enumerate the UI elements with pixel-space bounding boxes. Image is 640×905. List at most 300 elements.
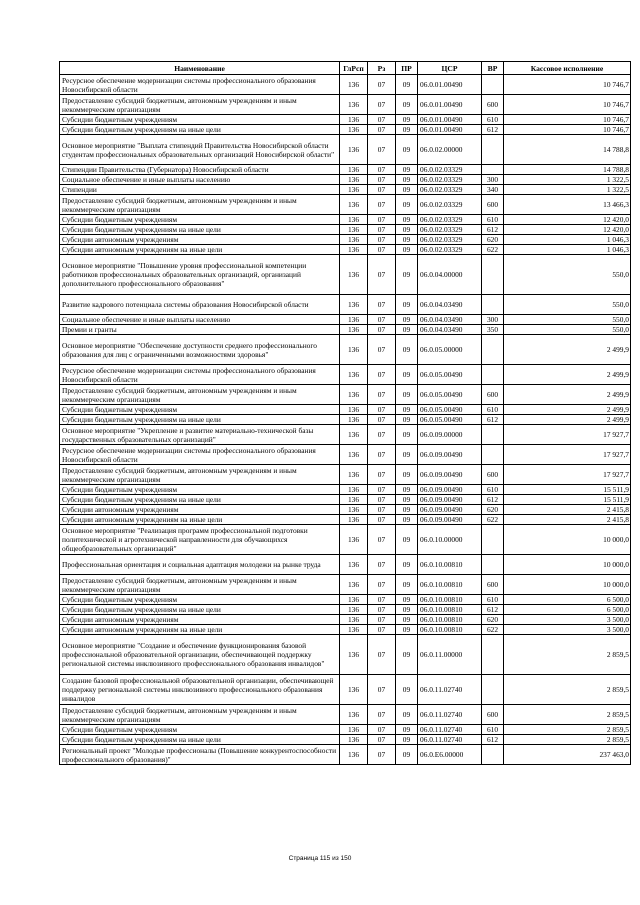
cell-pr: 09 (396, 185, 418, 195)
cell-pr: 09 (396, 575, 418, 595)
cell-rz: 07 (368, 95, 396, 115)
cell-amount: 17 927,7 (504, 445, 631, 465)
cell-grs: 136 (340, 605, 368, 615)
cell-amount: 3 500,0 (504, 615, 631, 625)
cell-name: Основное мероприятие "Обеспечение доступности среднего профессионального образования для лиц с ограниченными возможностями здоровья" (60, 335, 340, 365)
cell-name: Субсидии бюджетным учреждениям на иные цели (60, 415, 340, 425)
cell-pr: 09 (396, 315, 418, 325)
cell-name: Субсидии автономным учреждениям на иные цели (60, 515, 340, 525)
cell-amount: 14 788,8 (504, 165, 631, 175)
cell-pr: 09 (396, 485, 418, 495)
cell-pr: 09 (396, 325, 418, 335)
table-row (60, 415, 631, 425)
cell-csr: 06.0.10.00810 (418, 625, 482, 635)
cell-rz: 07 (368, 335, 396, 365)
table-row (60, 315, 631, 325)
cell-grs: 136 (340, 595, 368, 605)
cell-vr: 612 (482, 125, 504, 135)
cell-grs: 136 (340, 255, 368, 295)
table-row (60, 325, 631, 335)
cell-pr: 09 (396, 555, 418, 575)
cell-csr: 06.0.11.02740 (418, 735, 482, 745)
cell-amount: 2 499,9 (504, 365, 631, 385)
cell-pr: 09 (396, 255, 418, 295)
cell-grs: 136 (340, 95, 368, 115)
cell-rz: 07 (368, 505, 396, 515)
cell-csr: 06.0.01.00490 (418, 75, 482, 95)
header-name: Наименование (60, 62, 340, 75)
cell-grs: 136 (340, 485, 368, 495)
cell-rz: 07 (368, 415, 396, 425)
cell-vr: 612 (482, 495, 504, 505)
cell-vr (482, 675, 504, 705)
cell-vr (482, 425, 504, 445)
cell-pr: 09 (396, 245, 418, 255)
cell-rz: 07 (368, 485, 396, 495)
cell-grs: 136 (340, 335, 368, 365)
cell-rz: 07 (368, 465, 396, 485)
cell-rz: 07 (368, 165, 396, 175)
cell-name: Предоставление субсидий бюджетным, автономным учреждениям и иным некоммерческим организациям (60, 95, 340, 115)
cell-csr: 06.0.05.00000 (418, 335, 482, 365)
cell-vr: 612 (482, 225, 504, 235)
cell-grs: 136 (340, 215, 368, 225)
header-rz: Рз (368, 62, 396, 75)
cell-csr: 06.0.04.03490 (418, 325, 482, 335)
cell-amount: 550,0 (504, 295, 631, 315)
cell-amount: 17 927,7 (504, 425, 631, 445)
table-row (60, 95, 631, 115)
cell-rz: 07 (368, 575, 396, 595)
cell-rz: 07 (368, 745, 396, 765)
cell-name: Социальное обеспечение и иные выплаты населению (60, 175, 340, 185)
cell-csr: 06.0.02.00000 (418, 135, 482, 165)
cell-vr (482, 135, 504, 165)
cell-pr: 09 (396, 225, 418, 235)
table-row (60, 635, 631, 675)
cell-rz: 07 (368, 175, 396, 185)
table-row (60, 125, 631, 135)
cell-pr: 09 (396, 465, 418, 485)
cell-csr: 06.0.04.03490 (418, 315, 482, 325)
cell-name: Премии и гранты (60, 325, 340, 335)
cell-amount: 10 746,7 (504, 95, 631, 115)
cell-amount: 14 788,8 (504, 135, 631, 165)
cell-pr: 09 (396, 165, 418, 175)
cell-rz: 07 (368, 255, 396, 295)
cell-amount: 12 420,0 (504, 225, 631, 235)
cell-vr (482, 445, 504, 465)
table-row (60, 175, 631, 185)
table-body (60, 75, 631, 765)
cell-grs: 136 (340, 505, 368, 515)
cell-grs: 136 (340, 425, 368, 445)
cell-rz: 07 (368, 515, 396, 525)
cell-pr: 09 (396, 525, 418, 555)
cell-amount: 1 322,5 (504, 185, 631, 195)
cell-grs: 136 (340, 635, 368, 675)
cell-pr: 09 (396, 235, 418, 245)
cell-pr: 09 (396, 175, 418, 185)
cell-name: Субсидии бюджетным учреждениям (60, 485, 340, 495)
cell-amount: 2 859,5 (504, 675, 631, 705)
cell-amount: 2 859,5 (504, 635, 631, 675)
cell-amount: 2 859,5 (504, 725, 631, 735)
table-row (60, 235, 631, 245)
cell-csr: 06.0.02.03329 (418, 165, 482, 175)
table-row (60, 185, 631, 195)
cell-name: Региональный проект "Молодые профессионалы (Повышение конкурентоспособности профессионального образования)" (60, 745, 340, 765)
cell-amount: 10 746,7 (504, 125, 631, 135)
table-row (60, 425, 631, 445)
table-row (60, 195, 631, 215)
cell-amount: 6 500,0 (504, 595, 631, 605)
cell-csr: 06.0.04.03490 (418, 295, 482, 315)
cell-grs: 136 (340, 225, 368, 235)
cell-vr: 340 (482, 185, 504, 195)
cell-grs: 136 (340, 525, 368, 555)
cell-vr: 612 (482, 735, 504, 745)
cell-vr: 612 (482, 415, 504, 425)
cell-name: Субсидии автономным учреждениям (60, 615, 340, 625)
cell-name: Предоставление субсидий бюджетным, автономным учреждениям и иным некоммерческим организациям (60, 195, 340, 215)
cell-pr: 09 (396, 385, 418, 405)
cell-name: Стипендии Правительства (Губернатора) Новосибирской области (60, 165, 340, 175)
header-grs: ГлРсп (340, 62, 368, 75)
cell-pr: 09 (396, 75, 418, 95)
cell-name: Субсидии бюджетным учреждениям (60, 725, 340, 735)
table-header-row (60, 62, 631, 75)
cell-amount: 10 000,0 (504, 525, 631, 555)
cell-pr: 09 (396, 415, 418, 425)
cell-rz: 07 (368, 405, 396, 415)
cell-grs: 136 (340, 365, 368, 385)
cell-pr: 09 (396, 135, 418, 165)
cell-rz: 07 (368, 195, 396, 215)
cell-pr: 09 (396, 745, 418, 765)
page-number: Страница 115 из 150 (288, 855, 352, 862)
cell-grs: 136 (340, 135, 368, 165)
cell-amount: 10 746,7 (504, 75, 631, 95)
budget-table (59, 61, 631, 765)
cell-vr: 600 (482, 465, 504, 485)
cell-pr: 09 (396, 365, 418, 385)
cell-name: Субсидии автономным учреждениям на иные цели (60, 625, 340, 635)
cell-vr (482, 635, 504, 675)
cell-grs: 136 (340, 445, 368, 465)
cell-amount: 237 463,0 (504, 745, 631, 765)
cell-csr: 06.0.11.00000 (418, 635, 482, 675)
cell-csr: 06.0.02.03329 (418, 225, 482, 235)
table-row (60, 115, 631, 125)
cell-csr: 06.0.10.00810 (418, 605, 482, 615)
cell-rz: 07 (368, 635, 396, 675)
cell-pr: 09 (396, 505, 418, 515)
cell-csr: 06.0.E6.00000 (418, 745, 482, 765)
cell-grs: 136 (340, 115, 368, 125)
cell-grs: 136 (340, 175, 368, 185)
cell-rz: 07 (368, 125, 396, 135)
cell-csr: 06.0.01.00490 (418, 115, 482, 125)
cell-name: Субсидии бюджетным учреждениям на иные цели (60, 495, 340, 505)
cell-rz: 07 (368, 425, 396, 445)
table-row (60, 245, 631, 255)
cell-grs: 136 (340, 745, 368, 765)
cell-rz: 07 (368, 675, 396, 705)
cell-csr: 06.0.09.00490 (418, 465, 482, 485)
cell-rz: 07 (368, 495, 396, 505)
cell-pr: 09 (396, 445, 418, 465)
cell-amount: 2 415,8 (504, 505, 631, 515)
budget-table-container (59, 61, 630, 765)
cell-name: Основное мероприятие "Создание и обеспечение функционирования базовой профессиональной образовательной организации, обеспечивающей поддержку региональной системы инклюзивного профессионального образования инвалидов" (60, 635, 340, 675)
cell-pr: 09 (396, 405, 418, 415)
cell-vr: 300 (482, 175, 504, 185)
cell-csr: 06.0.01.00490 (418, 125, 482, 135)
cell-vr: 600 (482, 575, 504, 595)
cell-grs: 136 (340, 245, 368, 255)
cell-csr: 06.0.05.00490 (418, 385, 482, 405)
cell-vr (482, 295, 504, 315)
cell-amount: 12 420,0 (504, 215, 631, 225)
cell-rz: 07 (368, 705, 396, 725)
cell-csr: 06.0.02.03329 (418, 185, 482, 195)
table-row (60, 735, 631, 745)
cell-rz: 07 (368, 245, 396, 255)
cell-name: Социальное обеспечение и иные выплаты населению (60, 315, 340, 325)
cell-rz: 07 (368, 225, 396, 235)
cell-rz: 07 (368, 215, 396, 225)
cell-name: Субсидии бюджетным учреждениям на иные цели (60, 735, 340, 745)
header-pr: ПР (396, 62, 418, 75)
cell-rz: 07 (368, 385, 396, 405)
cell-amount: 2 499,9 (504, 405, 631, 415)
table-row (60, 595, 631, 605)
cell-amount: 1 322,5 (504, 175, 631, 185)
cell-vr: 620 (482, 615, 504, 625)
cell-pr: 09 (396, 705, 418, 725)
cell-grs: 136 (340, 185, 368, 195)
cell-csr: 06.0.09.00490 (418, 505, 482, 515)
cell-csr: 06.0.09.00490 (418, 515, 482, 525)
cell-name: Предоставление субсидий бюджетным, автономным учреждениям и иным некоммерческим организациям (60, 575, 340, 595)
table-row (60, 165, 631, 175)
table-row (60, 445, 631, 465)
cell-amount: 550,0 (504, 315, 631, 325)
table-row (60, 75, 631, 95)
cell-grs: 136 (340, 325, 368, 335)
cell-vr: 600 (482, 95, 504, 115)
cell-grs: 136 (340, 735, 368, 745)
cell-name: Ресурсное обеспечение модернизации системы профессионального образования Новосибирской области (60, 365, 340, 385)
cell-grs: 136 (340, 415, 368, 425)
cell-csr: 06.0.09.00490 (418, 445, 482, 465)
header-vr: ВР (482, 62, 504, 75)
cell-grs: 136 (340, 195, 368, 215)
cell-grs: 136 (340, 295, 368, 315)
table-row (60, 405, 631, 415)
cell-vr: 600 (482, 385, 504, 405)
cell-vr (482, 165, 504, 175)
table-row (60, 465, 631, 485)
cell-csr: 06.0.02.03329 (418, 245, 482, 255)
cell-pr: 09 (396, 295, 418, 315)
cell-rz: 07 (368, 615, 396, 625)
table-row (60, 255, 631, 295)
table-row (60, 385, 631, 405)
cell-vr (482, 335, 504, 365)
cell-amount: 15 511,9 (504, 495, 631, 505)
cell-grs: 136 (340, 555, 368, 575)
cell-name: Основное мероприятие "Укрепление и развитие материально-технической базы государственных образовательных организаций" (60, 425, 340, 445)
table-row (60, 575, 631, 595)
cell-grs: 136 (340, 615, 368, 625)
cell-pr: 09 (396, 625, 418, 635)
cell-vr: 610 (482, 215, 504, 225)
cell-grs: 136 (340, 495, 368, 505)
cell-amount: 2 859,5 (504, 705, 631, 725)
cell-grs: 136 (340, 625, 368, 635)
cell-pr: 09 (396, 635, 418, 675)
cell-vr: 622 (482, 245, 504, 255)
cell-name: Создание базовой профессиональной образовательной организации, обеспечивающей поддержку региональной системы инклюзивного профессионального образования инвалидов (60, 675, 340, 705)
cell-grs: 136 (340, 465, 368, 485)
cell-grs: 136 (340, 75, 368, 95)
cell-name: Основное мероприятие "Выплата стипендий Правительства Новосибирской области студентам профессиональных образовательных организаций Новосибирской области" (60, 135, 340, 165)
cell-name: Субсидии автономным учреждениям (60, 505, 340, 515)
cell-name: Субсидии бюджетным учреждениям (60, 405, 340, 415)
cell-amount: 2 499,9 (504, 385, 631, 405)
cell-name: Профессиональная ориентация и социальная адаптация молодежи на рынке труда (60, 555, 340, 575)
table-row (60, 295, 631, 315)
cell-name: Стипендии (60, 185, 340, 195)
cell-grs: 136 (340, 405, 368, 415)
cell-name: Субсидии бюджетным учреждениям на иные цели (60, 605, 340, 615)
cell-csr: 06.0.10.00000 (418, 525, 482, 555)
cell-amount: 3 500,0 (504, 625, 631, 635)
cell-grs: 136 (340, 725, 368, 735)
table-row (60, 495, 631, 505)
cell-amount: 2 499,9 (504, 335, 631, 365)
cell-amount: 550,0 (504, 255, 631, 295)
cell-rz: 07 (368, 115, 396, 125)
cell-name: Ресурсное обеспечение модернизации системы профессионального образования Новосибирской области (60, 75, 340, 95)
cell-rz: 07 (368, 595, 396, 605)
table-row (60, 225, 631, 235)
cell-amount: 15 511,9 (504, 485, 631, 495)
cell-rz: 07 (368, 445, 396, 465)
cell-vr: 610 (482, 725, 504, 735)
cell-rz: 07 (368, 555, 396, 575)
cell-rz: 07 (368, 735, 396, 745)
table-row (60, 675, 631, 705)
cell-pr: 09 (396, 605, 418, 615)
cell-pr: 09 (396, 615, 418, 625)
cell-vr (482, 365, 504, 385)
header-amount: Кассовое исполнение (504, 62, 631, 75)
table-row (60, 485, 631, 495)
cell-name: Субсидии автономным учреждениям (60, 235, 340, 245)
table-row (60, 625, 631, 635)
cell-name: Предоставление субсидий бюджетным, автономным учреждениям и иным некоммерческим организациям (60, 465, 340, 485)
cell-rz: 07 (368, 295, 396, 315)
cell-rz: 07 (368, 235, 396, 245)
cell-vr: 612 (482, 605, 504, 615)
cell-rz: 07 (368, 315, 396, 325)
cell-grs: 136 (340, 125, 368, 135)
cell-csr: 06.0.05.00490 (418, 405, 482, 415)
cell-csr: 06.0.05.00490 (418, 365, 482, 385)
table-row (60, 135, 631, 165)
cell-grs: 136 (340, 575, 368, 595)
cell-csr: 06.0.01.00490 (418, 95, 482, 115)
cell-amount: 1 046,3 (504, 235, 631, 245)
cell-name: Ресурсное обеспечение модернизации системы профессионального образования Новосибирской области (60, 445, 340, 465)
cell-pr: 09 (396, 425, 418, 445)
table-row (60, 515, 631, 525)
cell-rz: 07 (368, 725, 396, 735)
cell-rz: 07 (368, 625, 396, 635)
table-row (60, 215, 631, 225)
cell-name: Субсидии бюджетным учреждениям на иные цели (60, 225, 340, 235)
cell-grs: 136 (340, 165, 368, 175)
table-row (60, 705, 631, 725)
cell-vr: 600 (482, 195, 504, 215)
cell-pr: 09 (396, 735, 418, 745)
cell-rz: 07 (368, 75, 396, 95)
cell-csr: 06.0.05.00490 (418, 415, 482, 425)
cell-name: Развитие кадрового потенциала системы образования Новосибирской области (60, 295, 340, 315)
cell-amount: 17 927,7 (504, 465, 631, 485)
cell-pr: 09 (396, 125, 418, 135)
cell-rz: 07 (368, 135, 396, 165)
cell-name: Основное мероприятие "Реализация программ профессиональной подготовки политехнической и агротехнической направленности для обучающихся общеобразовательных организаций" (60, 525, 340, 555)
cell-rz: 07 (368, 325, 396, 335)
table-row (60, 335, 631, 365)
cell-vr (482, 75, 504, 95)
cell-amount: 10 000,0 (504, 575, 631, 595)
cell-csr: 06.0.02.03329 (418, 215, 482, 225)
cell-csr: 06.0.11.02740 (418, 675, 482, 705)
cell-vr: 300 (482, 315, 504, 325)
table-row (60, 505, 631, 515)
cell-vr: 600 (482, 705, 504, 725)
cell-pr: 09 (396, 95, 418, 115)
cell-vr: 622 (482, 515, 504, 525)
cell-csr: 06.0.11.02740 (418, 705, 482, 725)
cell-csr: 06.0.09.00490 (418, 485, 482, 495)
cell-pr: 09 (396, 675, 418, 705)
cell-vr (482, 555, 504, 575)
cell-pr: 09 (396, 335, 418, 365)
cell-vr: 620 (482, 505, 504, 515)
cell-rz: 07 (368, 525, 396, 555)
cell-vr: 620 (482, 235, 504, 245)
cell-csr: 06.0.10.00810 (418, 595, 482, 605)
cell-vr: 350 (482, 325, 504, 335)
table-row (60, 725, 631, 735)
cell-grs: 136 (340, 675, 368, 705)
cell-amount: 10 746,7 (504, 115, 631, 125)
cell-grs: 136 (340, 705, 368, 725)
cell-csr: 06.0.04.00000 (418, 255, 482, 295)
cell-name: Основное мероприятие "Повышение уровня профессиональной компетенции работников профессиональных образовательных организаций, организаций дополнительного профессионального образования" (60, 255, 340, 295)
cell-vr (482, 255, 504, 295)
cell-grs: 136 (340, 385, 368, 405)
table-row (60, 745, 631, 765)
cell-pr: 09 (396, 595, 418, 605)
cell-csr: 06.0.02.03329 (418, 175, 482, 185)
